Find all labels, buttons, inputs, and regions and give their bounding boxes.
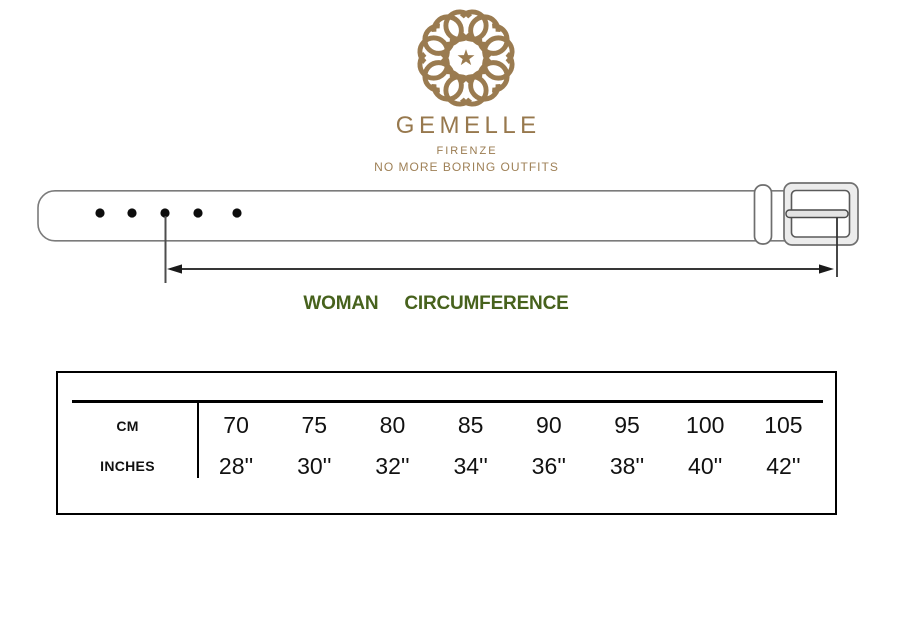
belt-hole	[95, 208, 104, 217]
belt-hole	[232, 208, 241, 217]
brand-name: GEMELLE	[395, 112, 541, 139]
belt-keeper	[755, 185, 772, 244]
row-header-cm: CM	[116, 417, 139, 434]
measurement-label	[16, 293, 856, 315]
belt-hole	[127, 208, 136, 217]
size-cell-inches: 36''	[531, 452, 567, 479]
size-cell-inches: 38''	[609, 452, 645, 479]
size-cell-inches: 40''	[688, 452, 723, 479]
measurement-arrow	[167, 264, 834, 273]
measurement-label-woman: WOMAN	[303, 293, 379, 314]
arrow-left-head-icon	[167, 264, 182, 273]
brand-city: FIRENZE	[436, 145, 498, 157]
size-cell-cm: 105	[764, 412, 803, 438]
size-cell-inches: 28''	[218, 452, 254, 479]
size-cell-inches: 34''	[453, 452, 488, 479]
size-cell-cm: 90	[536, 412, 562, 438]
size-cell-inches: 42''	[766, 452, 801, 479]
size-cell-cm: 75	[301, 412, 328, 438]
size-cell-cm: 80	[379, 412, 406, 438]
size-cell-inches: 32''	[375, 452, 410, 479]
size-cell-cm: 100	[686, 412, 725, 438]
belt-buckle-prong	[786, 210, 848, 218]
size-cell-cm: 70	[223, 412, 249, 438]
arrow-right-head-icon	[819, 264, 834, 273]
size-cell-cm: 85	[457, 412, 484, 438]
size-cell-inches: 30''	[297, 452, 332, 479]
belt-hole	[193, 208, 202, 217]
measurement-label-circumference: CIRCUMFERENCE	[404, 293, 569, 314]
belt-strap	[38, 191, 789, 241]
brand-tagline: NO MORE BORING OUTFITS	[374, 160, 559, 174]
size-cell-cm: 95	[614, 412, 640, 438]
size-table	[56, 371, 837, 515]
size-table-grid	[58, 403, 823, 484]
row-header-inches: INCHES	[100, 458, 155, 474]
